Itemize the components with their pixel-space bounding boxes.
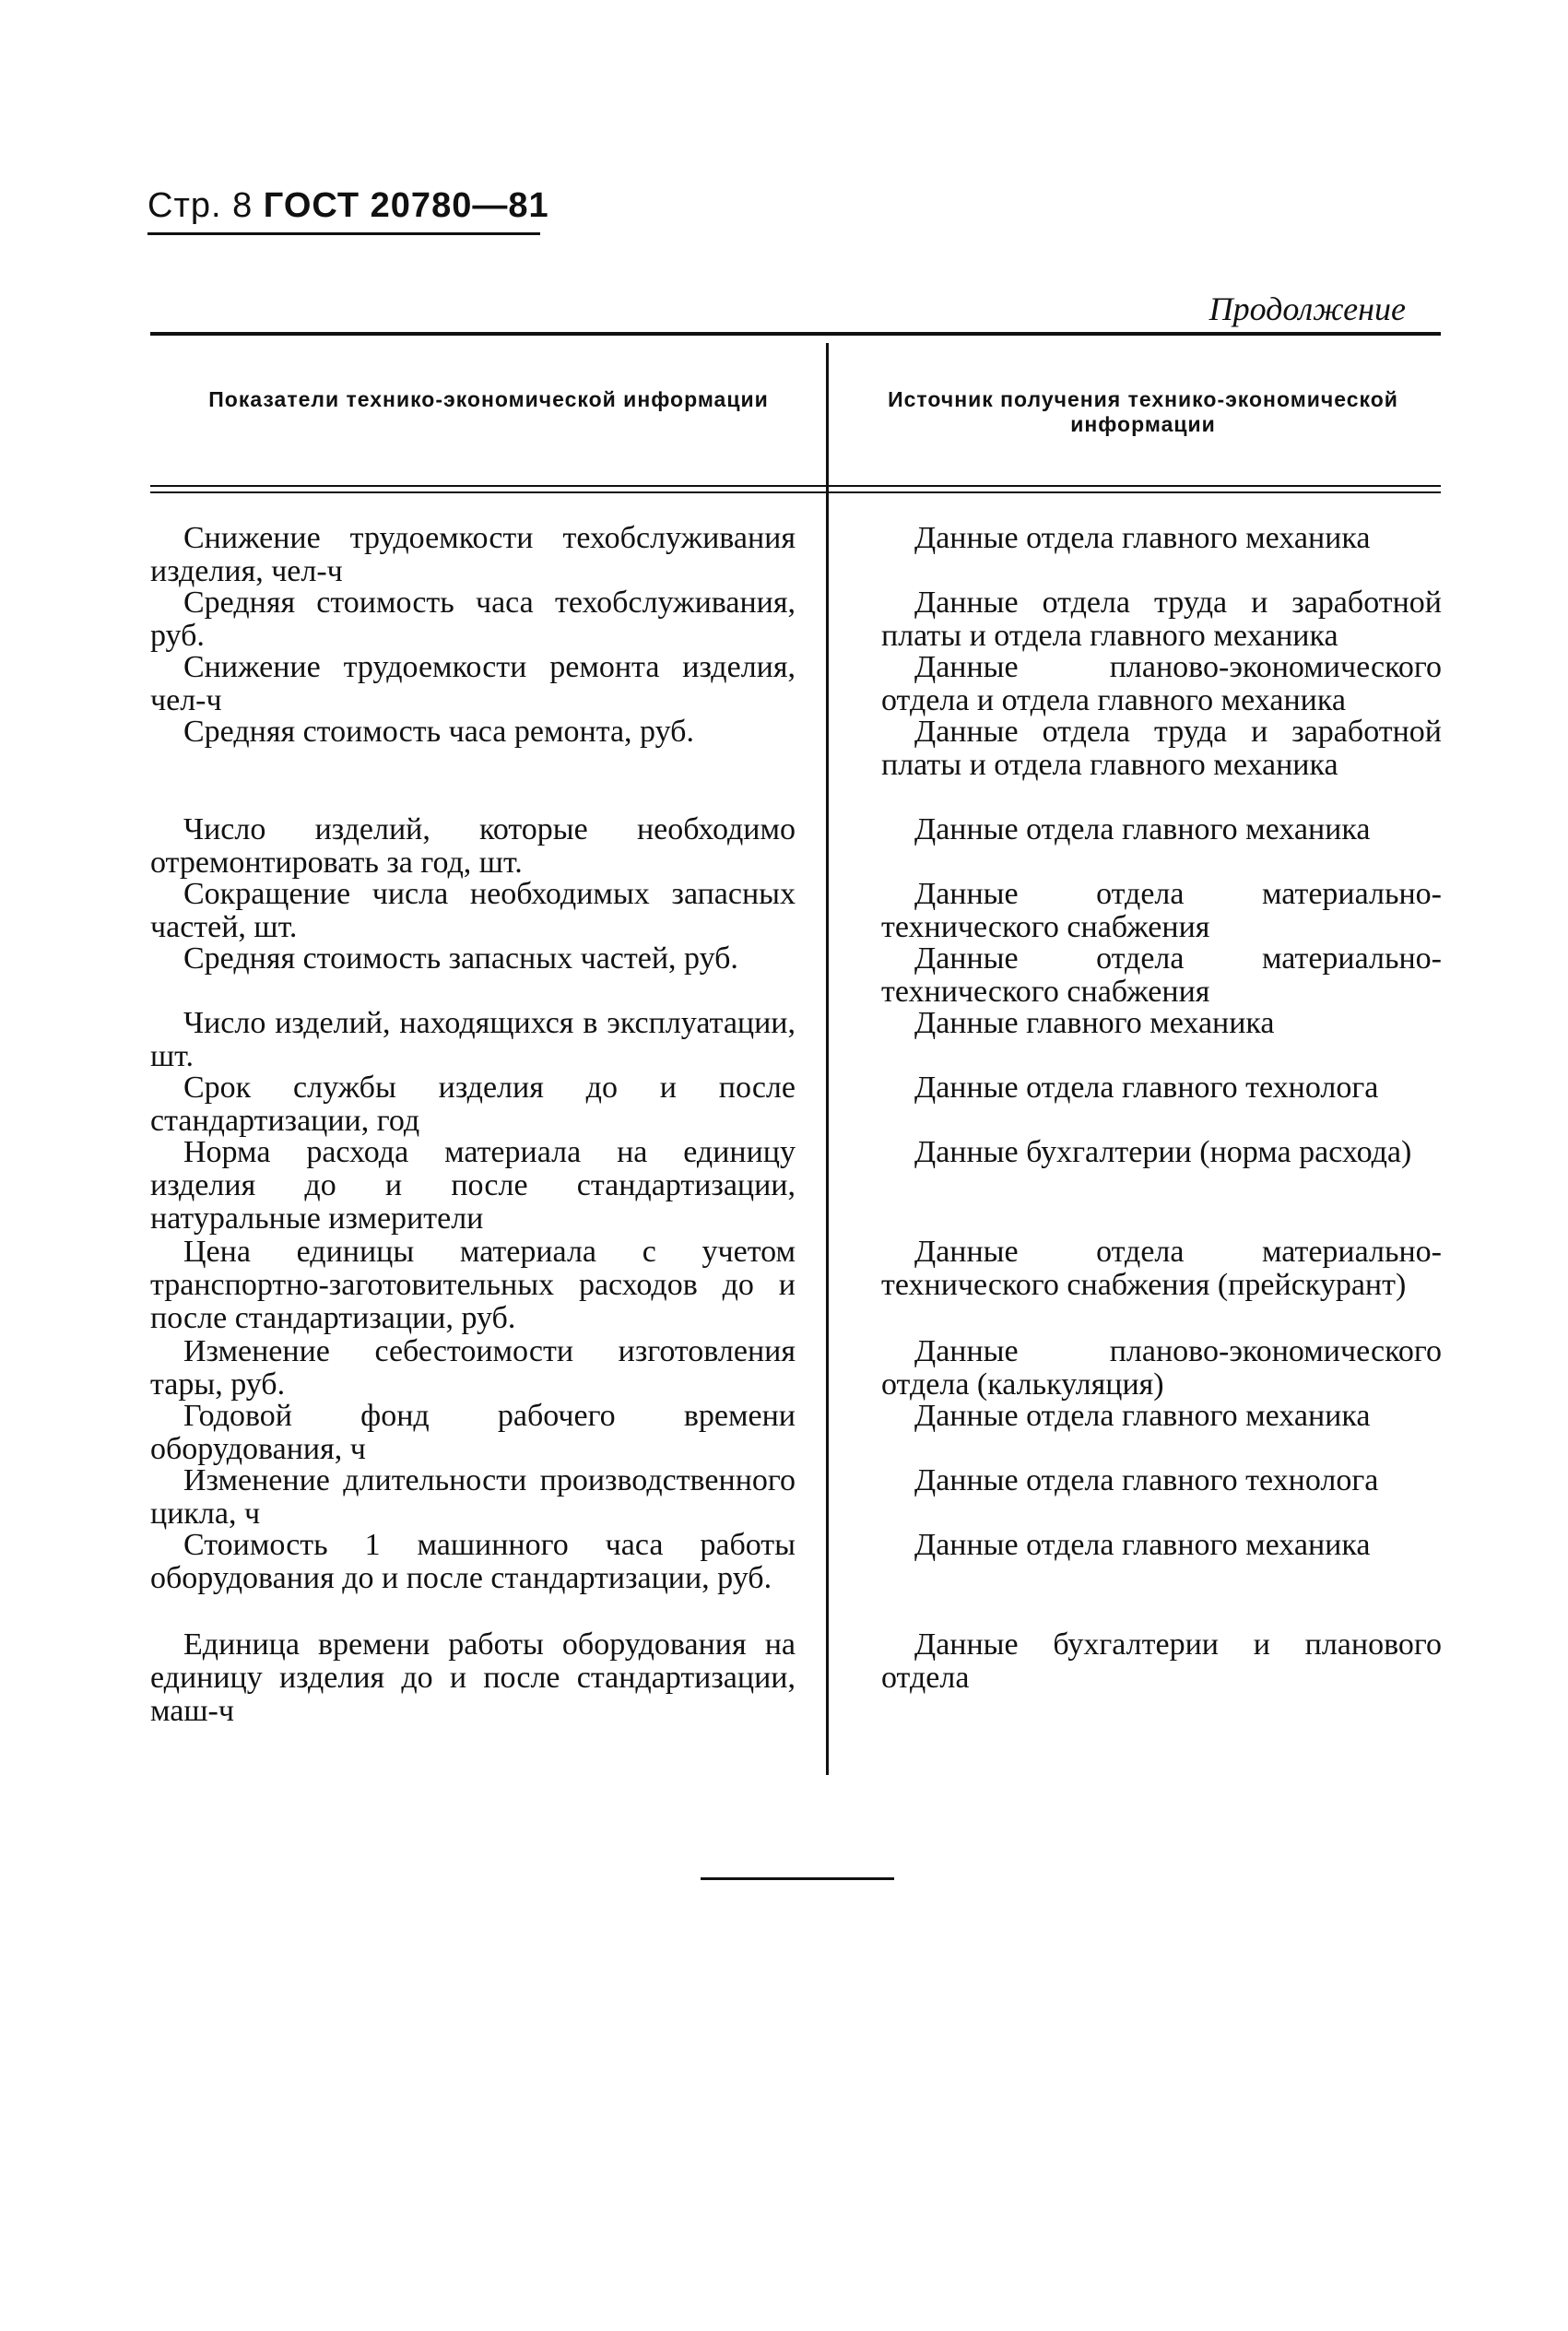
indicator-cell: Стоимость 1 машинного часа работы оборудования до и после стандартизации, руб. xyxy=(150,1528,796,1595)
indicator-cell: Срок службы изделия до и после стандартизации, год xyxy=(150,1071,796,1138)
table-top-rule xyxy=(150,332,1441,336)
page-header xyxy=(147,186,549,226)
source-cell: Данные отдела труда и заработной платы и отдела главного механика xyxy=(881,715,1442,782)
indicator-cell: Норма расхода материала на единицу изделия до и после стандартизации, натуральные измерители xyxy=(150,1135,796,1236)
indicator-cell: Годовой фонд рабочего времени оборудования, ч xyxy=(150,1399,796,1466)
source-cell: Данные отдела главного механика xyxy=(914,1399,1371,1433)
source-cell: Данные отдела главного механика xyxy=(914,1528,1371,1562)
indicator-cell: Средняя стоимость запасных частей, руб. xyxy=(183,941,738,976)
indicator-cell: Средняя стоимость часа ремонта, руб. xyxy=(183,715,694,749)
standard-code: ГОСТ 20780—81 xyxy=(263,186,549,225)
source-cell: Данные отдела главного механика xyxy=(914,521,1371,555)
source-cell: Данные бухгалтерии (норма расхода) xyxy=(914,1135,1412,1169)
indicator-cell: Число изделий, находящихся в эксплуатации, шт. xyxy=(150,1006,796,1073)
indicator-cell: Изменение себестоимости изготовления тары, руб. xyxy=(150,1334,796,1402)
header-rule xyxy=(147,232,540,235)
indicator-cell: Снижение трудоемкости техобслуживания изделия, чел-ч xyxy=(150,521,796,588)
page-number: Стр. 8 xyxy=(147,186,253,225)
column-header-indicators: Показатели технико-экономической информации xyxy=(208,387,769,411)
column-divider xyxy=(826,343,829,1775)
column-header-source: Источник получения технико-экономической информации xyxy=(888,387,1398,436)
source-cell: Данные главного механика xyxy=(914,1006,1275,1040)
source-cell: Данные отдела главного механика xyxy=(914,812,1371,846)
source-cell: Данные планово-экономического отдела и отдела главного механика xyxy=(881,650,1442,717)
source-cell: Данные отдела главного технолога xyxy=(914,1463,1379,1497)
source-cell: Данные отдела труда и заработной платы и отдела главного механика xyxy=(881,586,1442,653)
indicator-cell: Изменение длительности производственного цикла, ч xyxy=(150,1463,796,1531)
end-rule xyxy=(701,1877,894,1880)
source-cell: Данные планово-экономического отдела (калькуляция) xyxy=(881,1334,1442,1402)
indicator-cell: Единица времени работы оборудования на единицу изделия до и после стандартизации, маш-ч xyxy=(150,1627,796,1728)
indicator-cell: Цена единицы материала с учетом транспортно-заготовительных расходов до и после стандартизации, руб. xyxy=(150,1235,796,1335)
header-bottom-rule xyxy=(150,485,1441,487)
source-cell: Данные отдела главного технолога xyxy=(914,1071,1379,1105)
source-cell: Данные отдела материально-технического снабжения (прейскурант) xyxy=(881,1235,1442,1302)
source-cell: Данные отдела материально-технического снабжения xyxy=(881,941,1442,1009)
header-bottom-rule-double xyxy=(150,491,1441,493)
indicator-cell: Сокращение числа необходимых запасных частей, шт. xyxy=(150,877,796,944)
continuation-label: Продолжение xyxy=(1208,290,1406,327)
indicator-cell: Снижение трудоемкости ремонта изделия, чел-ч xyxy=(150,650,796,717)
indicator-cell: Число изделий, которые необходимо отремонтировать за год, шт. xyxy=(150,812,796,880)
source-cell: Данные отдела материально-технического снабжения xyxy=(881,877,1442,944)
source-cell: Данные бухгалтерии и планового отдела xyxy=(881,1627,1442,1695)
indicator-cell: Средняя стоимость часа техобслуживания, руб. xyxy=(150,586,796,653)
